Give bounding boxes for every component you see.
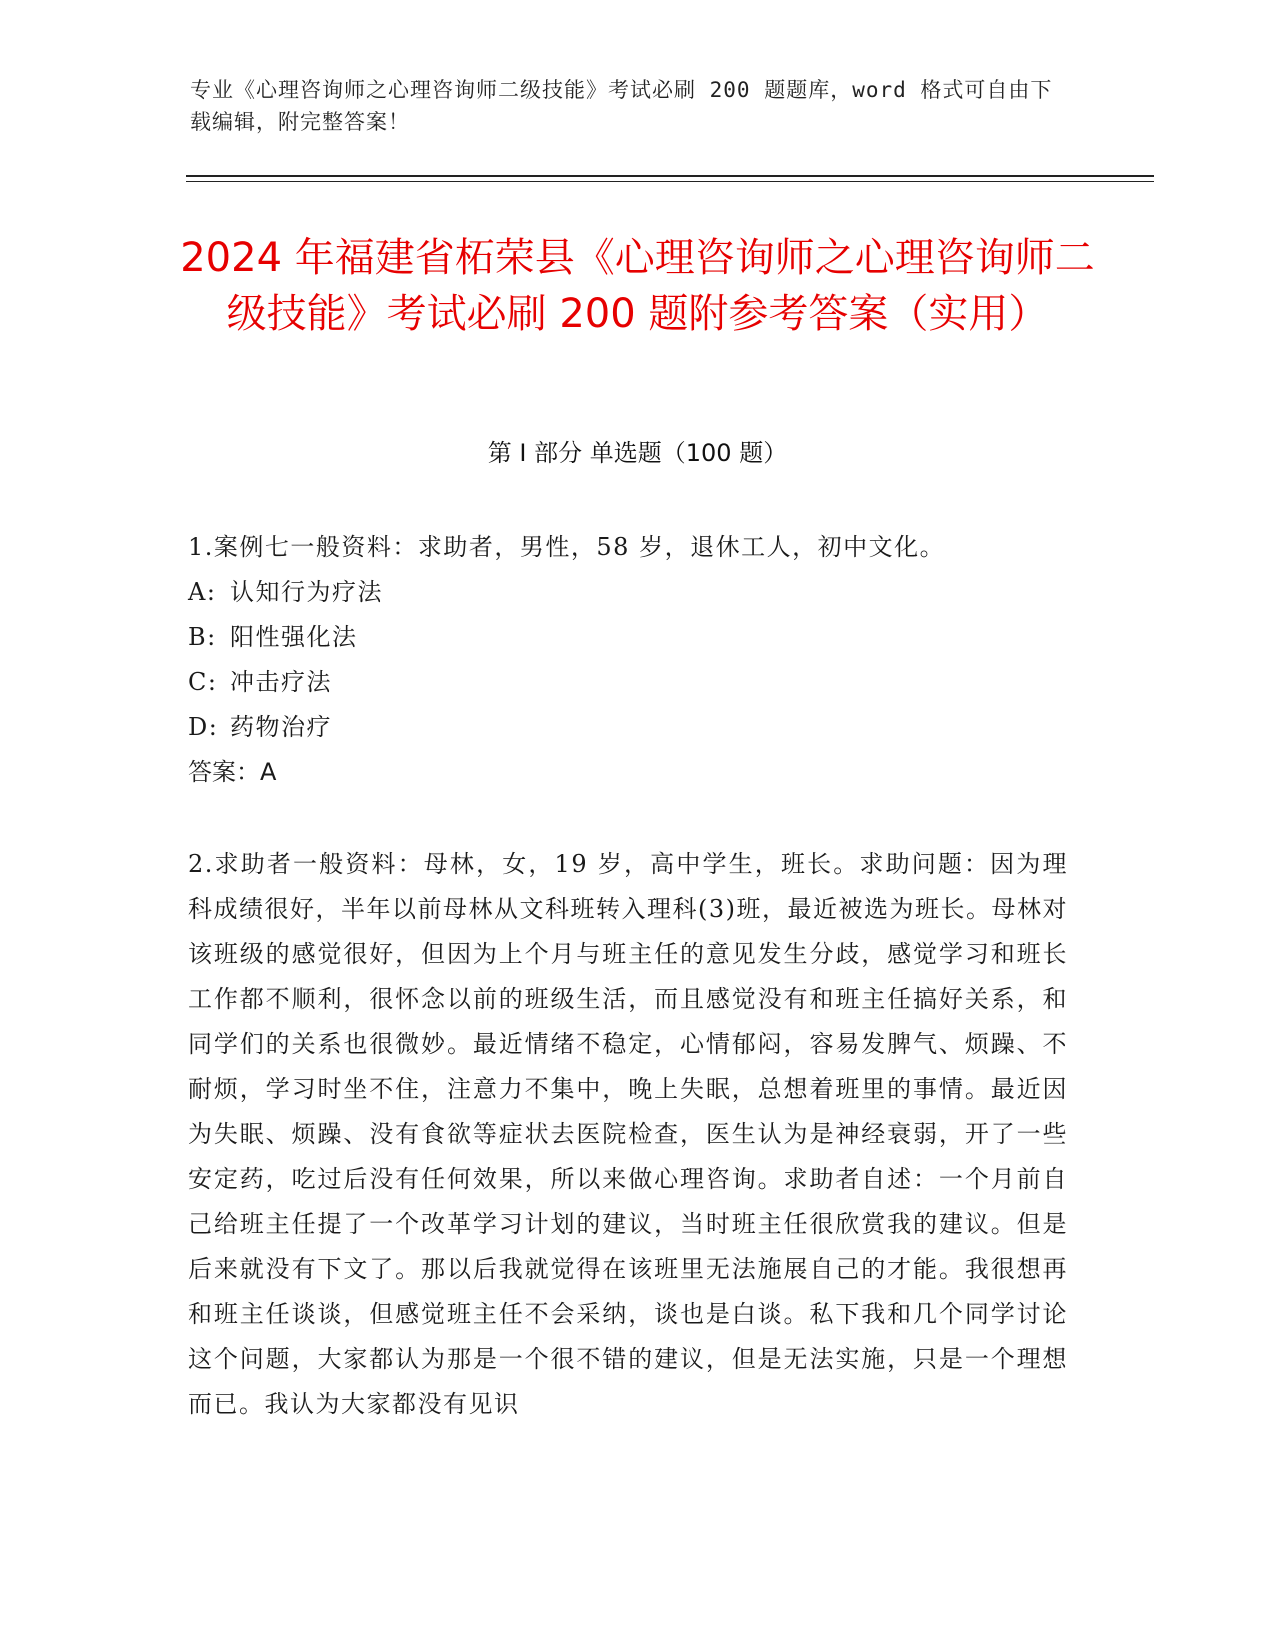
- option-d: [188, 705, 1068, 750]
- option-key: C:: [188, 668, 218, 696]
- header-note: 专业《心理咨询师之心理咨询师二级技能》考试必刷 200 题题库，word 格式可自由下载编辑，附完整答案！: [190, 78, 1053, 134]
- question-1: [188, 525, 1068, 795]
- option-key: A:: [188, 578, 217, 606]
- question-stem: 1.案例七一般资料：求助者，男性，58 岁，退休工人，初中文化。: [188, 533, 946, 561]
- option-text: 认知行为疗法: [230, 578, 383, 606]
- option-c: [188, 660, 1068, 705]
- option-key: D:: [188, 713, 219, 741]
- answer-line: 答案：A: [188, 758, 277, 786]
- option-text: 冲击疗法: [230, 668, 332, 696]
- document-title: 2024 年福建省柘荣县《心理咨询师之心理咨询师二级技能》考试必刷 200 题附参考答案（实用）: [180, 235, 1095, 337]
- option-b: [188, 615, 1068, 660]
- option-text: 阳性强化法: [230, 623, 358, 651]
- section-heading: 第 I 部分 单选题（100 题）: [487, 439, 788, 467]
- header-rule-thin: [186, 181, 1154, 182]
- question-stem: 2.求助者一般资料：母林，女，19 岁，高中学生，班长。求助问题：因为理科成绩很好，半年以前母林从文科班转入理科(3)班，最近被选为班长。母林对该班级的感觉很好，但因为上个月与班主任的意见发生分歧，感觉学习和班长工作都不顺利，很怀念以前的班级生活，而且感觉没有和班主任搞好关系，和同学们的关系也很微妙。最近情绪不稳定，心情郁闷，容易发脾气、烦躁、不耐烦，学习时坐不住，注意力不集中，晚上失眠，总想着班里的事情。最近因为失眠、烦躁、没有食欲等症状去医院检查，医生认为是神经衰弱，开了一些安定药，吃过后没有任何效果，所以来做心理咨询。求助者自述：一个月前自己给班主任提了一个改革学习计划的建议，当时班主任很欣赏我的建议。但是后来就没有下文了。那以后我就觉得在该班里无法施展自己的才能。我很想再和班主任谈谈，但感觉班主任不会采纳，谈也是白谈。私下我和几个同学讨论这个问题，大家都认为那是一个很不错的建议，但是无法实施，只是一个理想而已。我认为大家都没有见识: [188, 850, 1068, 1418]
- option-key: B:: [188, 623, 217, 651]
- question-2: [188, 842, 1068, 1427]
- option-a: [188, 570, 1068, 615]
- option-text: 药物治疗: [230, 713, 332, 741]
- header-rule-thick: [186, 175, 1154, 177]
